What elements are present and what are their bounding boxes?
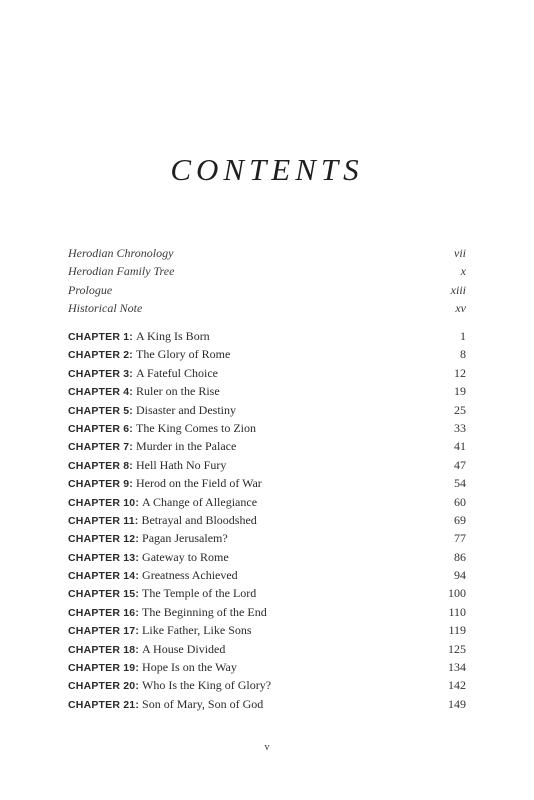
chapter-row[interactable]	[68, 458, 466, 476]
chapter-row[interactable]	[68, 586, 466, 604]
chapter-row[interactable]	[68, 421, 466, 439]
chapter-title: Pagan Jerusalem?	[142, 531, 228, 546]
chapter-title: Hope Is on the Way	[142, 660, 237, 675]
chapter-label: CHAPTER 11:	[68, 514, 139, 527]
front-matter-list	[68, 246, 466, 320]
page-number: 110	[448, 604, 466, 619]
chapter-list	[68, 329, 466, 715]
chapter-label: CHAPTER 9:	[68, 478, 134, 491]
chapter-row[interactable]	[68, 660, 466, 678]
chapter-title: The Temple of the Lord	[142, 586, 257, 601]
page-number: 134	[448, 660, 466, 675]
entry-title: Prologue	[68, 282, 113, 297]
chapter-label: CHAPTER 19:	[68, 662, 140, 675]
chapter-title: The Glory of Rome	[136, 347, 231, 362]
front-matter-row[interactable]	[68, 301, 466, 319]
chapter-label: CHAPTER 6:	[68, 422, 134, 435]
chapter-row[interactable]	[68, 495, 466, 513]
page-number: vii	[454, 246, 466, 260]
chapter-label: CHAPTER 2:	[68, 349, 134, 362]
page-number: 149	[448, 696, 466, 711]
chapter-title: Murder in the Palace	[136, 439, 237, 454]
chapter-title: Ruler on the Rise	[136, 384, 220, 399]
front-matter-row[interactable]	[68, 264, 466, 282]
page-number: 41	[454, 439, 466, 454]
page-number: 86	[454, 549, 466, 564]
chapter-label: CHAPTER 21:	[68, 698, 140, 711]
page-number: 142	[448, 678, 466, 693]
chapter-label: CHAPTER 10:	[68, 496, 140, 509]
chapter-row[interactable]	[68, 439, 466, 457]
chapter-label: CHAPTER 5:	[68, 404, 134, 417]
chapter-title: Gateway to Rome	[142, 549, 229, 564]
chapter-row[interactable]	[68, 550, 466, 568]
chapter-title: Hell Hath No Fury	[136, 457, 227, 472]
chapter-label: CHAPTER 4:	[68, 386, 134, 399]
chapter-title: Disaster and Destiny	[136, 402, 236, 417]
page-number: 33	[454, 420, 466, 435]
chapter-title: Who Is the King of Glory?	[142, 678, 272, 693]
chapter-label: CHAPTER 13:	[68, 551, 140, 564]
chapter-row[interactable]	[68, 513, 466, 531]
chapter-title: A Change of Allegiance	[142, 494, 258, 509]
page-number: 100	[448, 586, 466, 601]
chapter-title: Betrayal and Bloodshed	[141, 512, 257, 527]
chapter-row[interactable]	[68, 678, 466, 696]
chapter-row[interactable]	[68, 623, 466, 641]
page-number: 60	[454, 494, 466, 509]
chapter-label: CHAPTER 8:	[68, 459, 134, 472]
chapter-title: A Fateful Choice	[136, 365, 218, 380]
front-matter-row[interactable]	[68, 246, 466, 264]
page-number: 54	[454, 476, 466, 491]
chapter-label: CHAPTER 12:	[68, 533, 140, 546]
page-title: CONTENTS	[170, 152, 364, 187]
chapter-row[interactable]	[68, 568, 466, 586]
page-number: 1	[460, 329, 466, 343]
chapter-label: CHAPTER 15:	[68, 588, 140, 601]
page-number: xiii	[450, 282, 466, 297]
chapter-row[interactable]	[68, 697, 466, 715]
chapter-title: Son of Mary, Son of God	[142, 696, 264, 711]
folio: v	[264, 742, 270, 753]
chapter-label: CHAPTER 18:	[68, 643, 140, 656]
front-matter-row[interactable]	[68, 283, 466, 301]
chapter-title: A King Is Born	[136, 329, 210, 343]
chapter-row[interactable]	[68, 642, 466, 660]
chapter-row[interactable]	[68, 366, 466, 384]
chapter-label: CHAPTER 20:	[68, 680, 140, 693]
chapter-label: CHAPTER 16:	[68, 606, 140, 619]
entry-title: Historical Note	[68, 301, 143, 316]
chapter-row[interactable]	[68, 384, 466, 402]
chapter-row[interactable]	[68, 347, 466, 365]
page-number: 25	[454, 402, 466, 417]
page-number: 119	[448, 623, 466, 638]
chapter-title: Like Father, Like Sons	[142, 623, 252, 638]
page-number: 19	[454, 384, 466, 399]
chapter-row[interactable]	[68, 329, 466, 347]
chapter-row[interactable]	[68, 605, 466, 623]
chapter-row[interactable]	[68, 531, 466, 549]
page-number: 47	[454, 457, 466, 472]
chapter-title: The King Comes to Zion	[136, 420, 257, 435]
page-number: 94	[454, 568, 466, 583]
chapter-row[interactable]	[68, 476, 466, 494]
page-number: 125	[448, 641, 466, 656]
entry-title: Herodian Family Tree	[68, 264, 175, 279]
chapter-title: The Beginning of the End	[142, 604, 267, 619]
chapter-title: A House Divided	[142, 641, 226, 656]
page-number: 69	[454, 512, 466, 527]
page-number: 77	[454, 531, 466, 546]
page-number: 8	[460, 347, 466, 362]
page-number: xv	[455, 301, 466, 316]
chapter-row[interactable]	[68, 403, 466, 421]
chapter-label: CHAPTER 17:	[68, 625, 140, 638]
entry-title: Herodian Chronology	[68, 246, 174, 260]
page-number: x	[460, 264, 466, 279]
chapter-label: CHAPTER 7:	[68, 441, 134, 454]
chapter-title: Greatness Achieved	[142, 568, 238, 583]
chapter-title: Herod on the Field of War	[136, 476, 262, 491]
chapter-label: CHAPTER 1:	[68, 331, 134, 343]
chapter-label: CHAPTER 3:	[68, 367, 134, 380]
chapter-label: CHAPTER 14:	[68, 570, 140, 583]
page-number: 12	[454, 365, 466, 380]
